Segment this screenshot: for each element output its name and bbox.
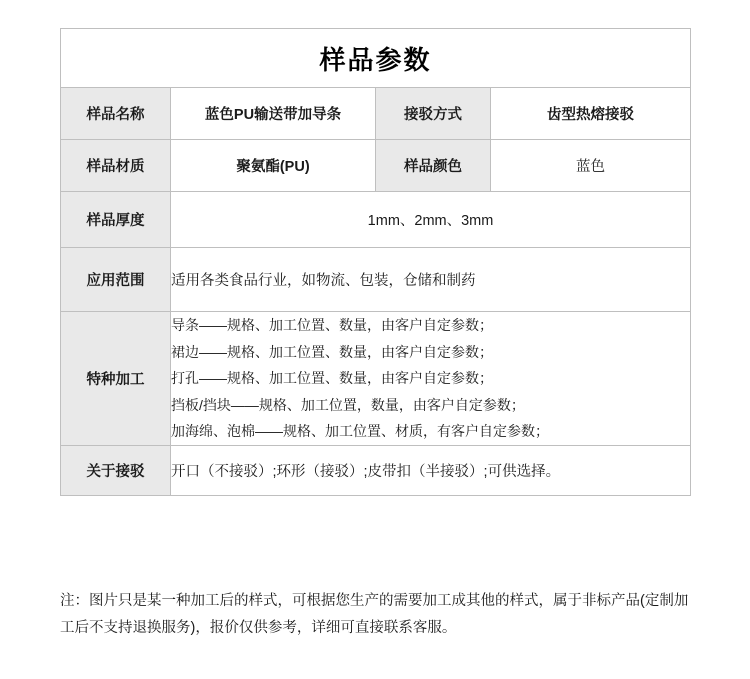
row-value-joint-info: 开口（不接驳）;环形（接驳）;皮带扣（半接驳）;可供选择。 bbox=[171, 445, 691, 495]
special-line: 加海绵、泡棉——规格、加工位置、材质，有客户自定参数； bbox=[171, 423, 549, 440]
row-label-material: 样品材质 bbox=[61, 140, 171, 192]
row-value-joint-type: 齿型热熔接驳 bbox=[491, 88, 691, 140]
special-line: 导条——规格、加工位置、数量，由客户自定参数； bbox=[171, 317, 493, 333]
row-label-special-processing: 特种加工 bbox=[61, 312, 171, 446]
special-line: 挡板/挡块——规格、加工位置，数量，由客户自定参数； bbox=[171, 396, 525, 413]
row-value-sample-name: 蓝色PU输送带加导条 bbox=[171, 88, 376, 140]
row-label-thickness: 样品厚度 bbox=[61, 192, 171, 248]
row-value-color: 蓝色 bbox=[491, 140, 691, 192]
special-line: 打孔——规格、加工位置、数量，由客户自定参数； bbox=[171, 370, 493, 387]
table-row bbox=[61, 140, 691, 192]
table-row bbox=[61, 248, 691, 312]
page-title: 样品参数 bbox=[61, 29, 691, 88]
sample-parameters-table bbox=[60, 28, 691, 496]
footnote: 注：图片只是某一种加工后的样式，可根据您生产的需要加工成其他的样式，属于非标产品(定制加工后不支持退换服务)，报价仅供参考，详细可直接联系客服。 bbox=[60, 593, 689, 636]
row-value-thickness: 1mm、2mm、3mm bbox=[171, 192, 691, 248]
row-value-application: 适用各类食品行业，如物流、包装，仓储和制药 bbox=[171, 248, 691, 312]
table-row bbox=[61, 88, 691, 140]
row-value-material: 聚氨酯(PU) bbox=[171, 140, 376, 192]
row-label-sample-name: 样品名称 bbox=[61, 88, 171, 140]
row-value-special-processing bbox=[171, 312, 691, 446]
row-label-application: 应用范围 bbox=[61, 248, 171, 312]
special-line: 裙边——规格、加工位置、数量，由客户自定参数； bbox=[171, 343, 493, 360]
row-label-color: 样品颜色 bbox=[376, 140, 491, 192]
table-row-title bbox=[61, 29, 691, 88]
table-row bbox=[61, 312, 691, 446]
table-row bbox=[61, 445, 691, 495]
row-label-joint-type: 接驳方式 bbox=[376, 88, 491, 140]
row-label-joint-info: 关于接驳 bbox=[61, 445, 171, 495]
table-row bbox=[61, 192, 691, 248]
